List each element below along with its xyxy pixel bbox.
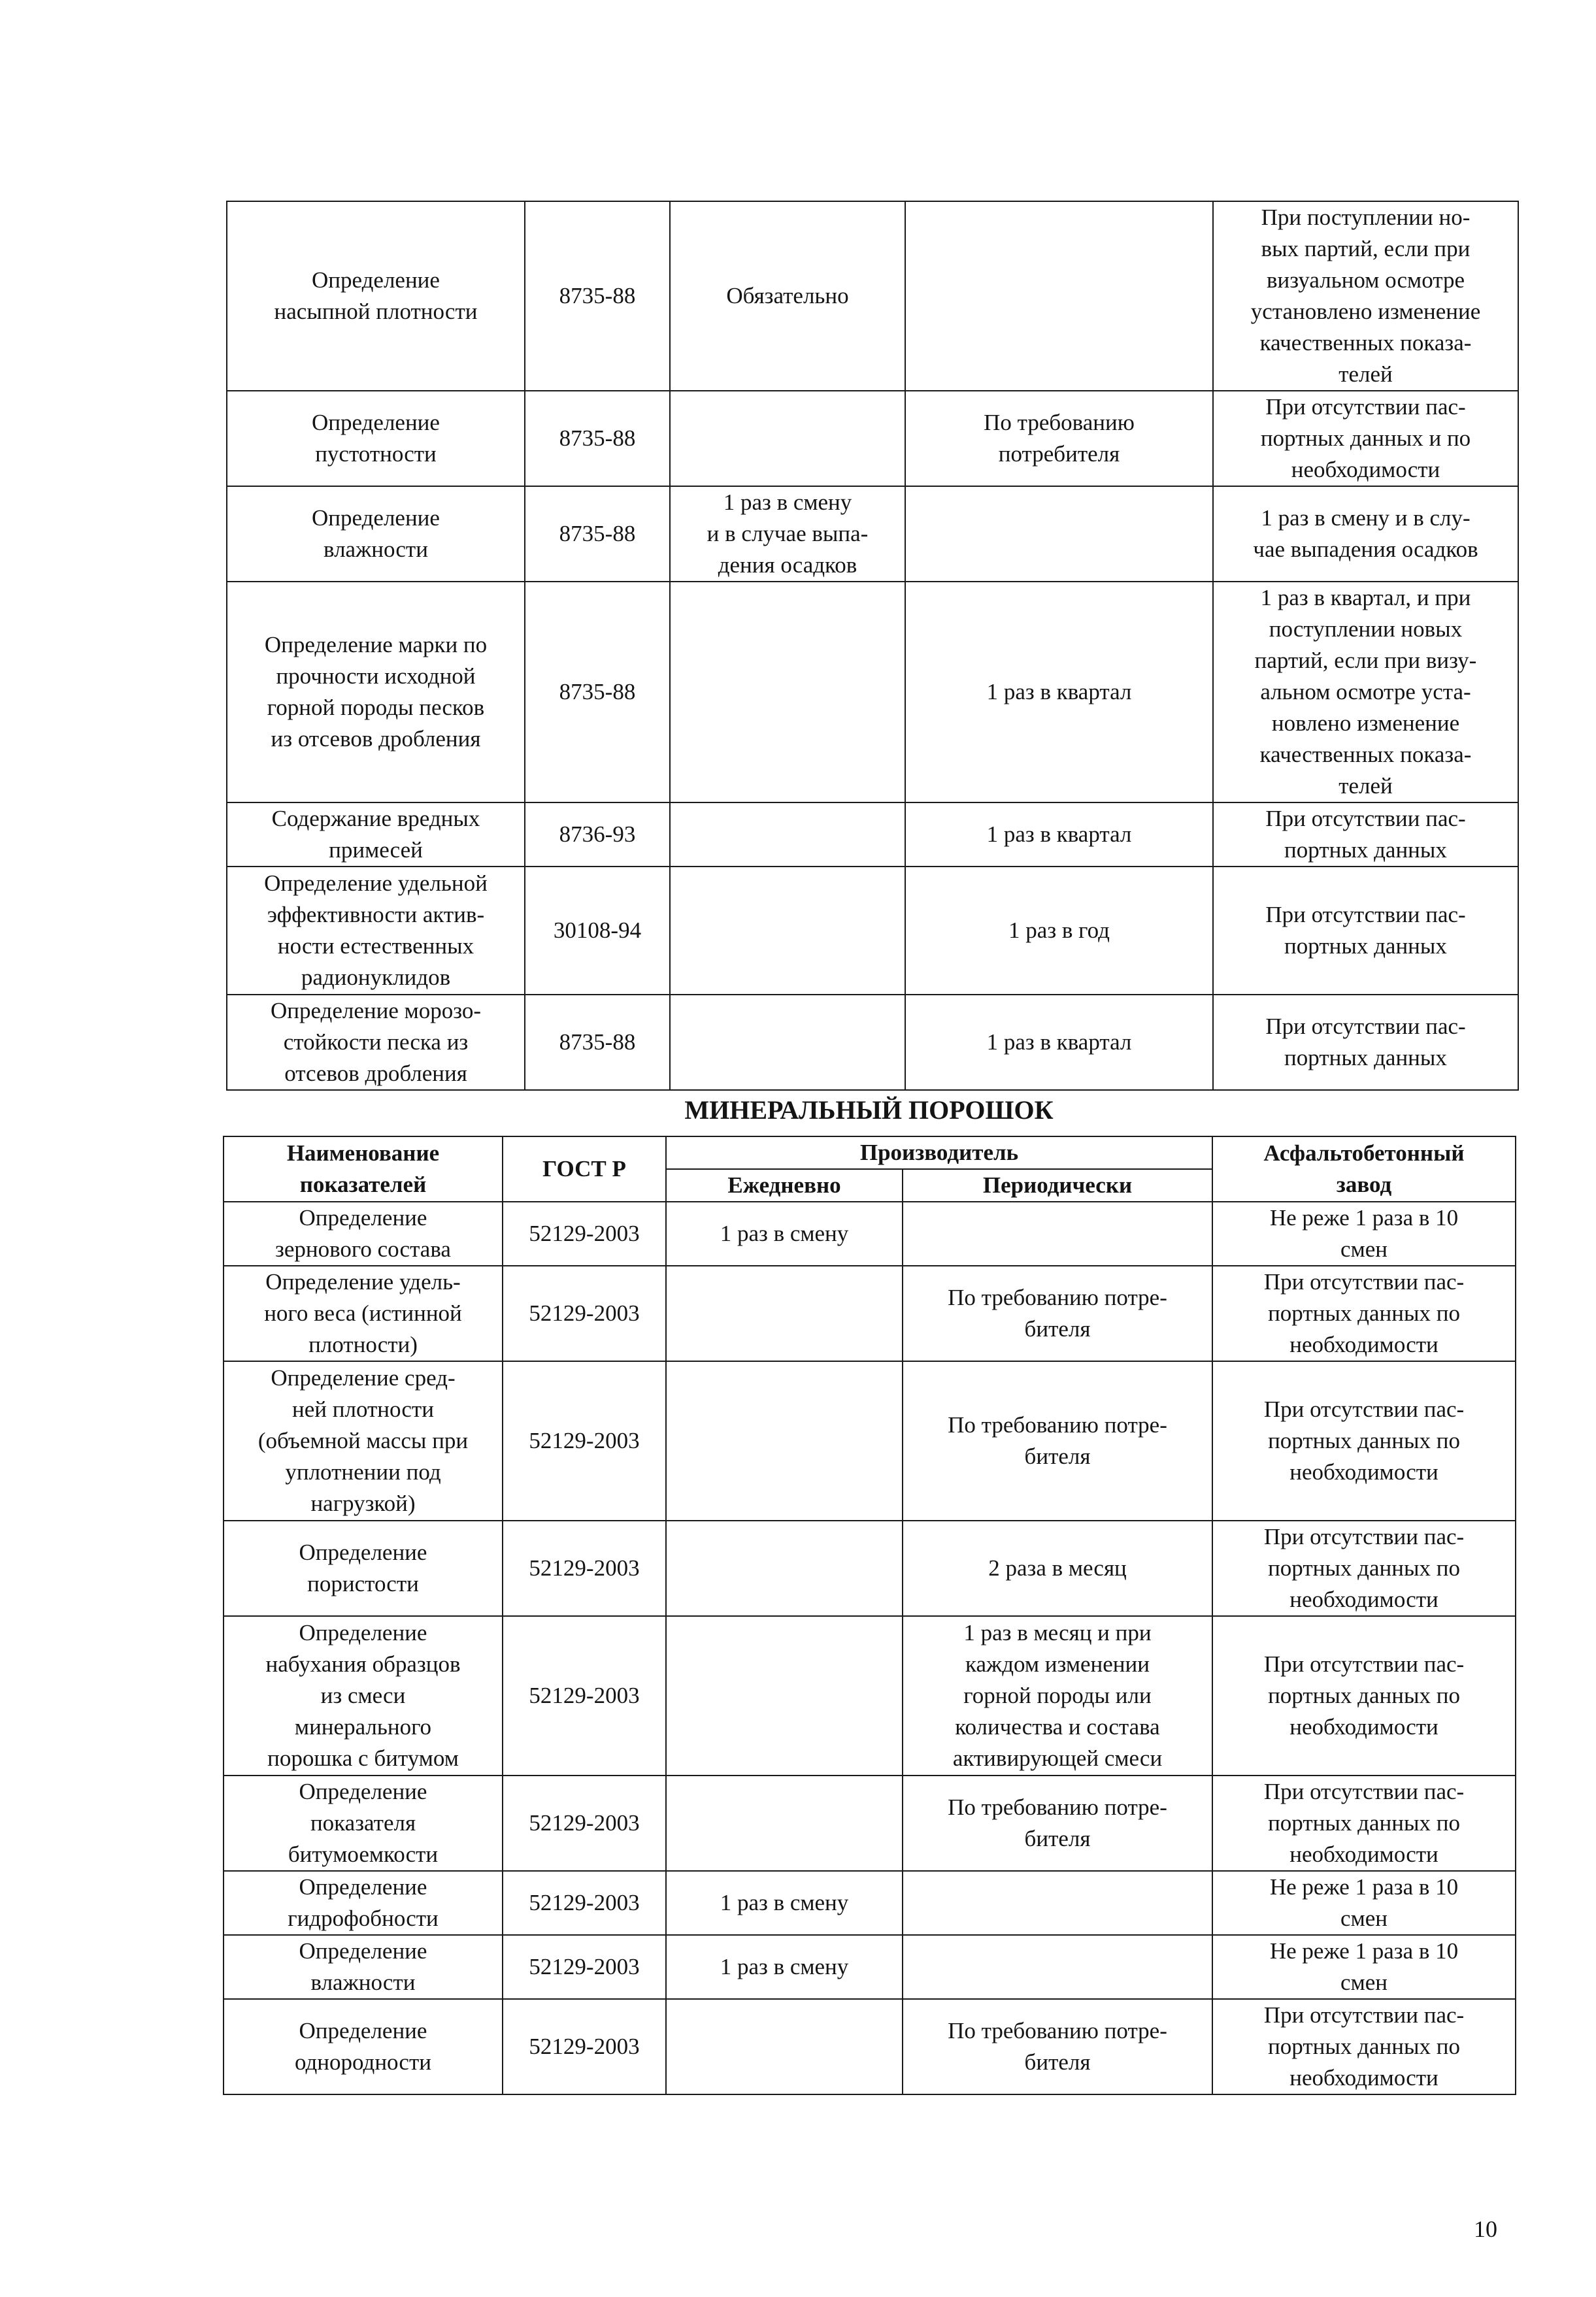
- daily-frequency: [670, 391, 905, 486]
- plant-frequency: Не реже 1 раза в 10 смен: [1212, 1202, 1516, 1266]
- gost-number: 52129-2003: [503, 1871, 666, 1935]
- plant-frequency: При отсутствии пас- портных данных: [1213, 995, 1518, 1090]
- indicator-name: Определение показателя битумоемкости: [224, 1776, 503, 1871]
- periodic-frequency: [903, 1202, 1212, 1266]
- indicator-name: Определение насыпной плотности: [227, 201, 525, 391]
- gost-number: 8735-88: [525, 391, 670, 486]
- periodic-frequency: 1 раз в квартал: [905, 582, 1213, 802]
- gost-number: 8735-88: [525, 995, 670, 1090]
- daily-frequency: [666, 1361, 903, 1521]
- gost-number: 8736-93: [525, 802, 670, 867]
- column-header-periodic: Периодически: [903, 1169, 1212, 1202]
- plant-frequency: При отсутствии пас- портных данных: [1213, 802, 1518, 867]
- gost-number: 52129-2003: [503, 1202, 666, 1266]
- table-row: [224, 1521, 1516, 1616]
- gost-number: 52129-2003: [503, 1266, 666, 1361]
- periodic-frequency: По требованию потре- бителя: [903, 1361, 1212, 1521]
- daily-frequency: Обязательно: [670, 201, 905, 391]
- table-row: [227, 391, 1518, 486]
- column-header-producer: Производитель: [666, 1136, 1212, 1169]
- plant-frequency: При отсутствии пас- портных данных по необходимости: [1212, 1361, 1516, 1521]
- column-header-daily: Ежедневно: [666, 1169, 903, 1202]
- plant-frequency: Не реже 1 раза в 10 смен: [1212, 1935, 1516, 1999]
- plant-frequency: При отсутствии пас- портных данных по необходимости: [1212, 1999, 1516, 2094]
- daily-frequency: 1 раз в смену: [666, 1202, 903, 1266]
- table-row: [224, 1999, 1516, 2094]
- page-number: 10: [1474, 2216, 1497, 2242]
- periodic-frequency: 1 раз в месяц и при каждом изменении горной породы или количества и состава активирующей смеси: [903, 1616, 1212, 1776]
- plant-frequency: При отсутствии пас- портных данных по необходимости: [1212, 1776, 1516, 1871]
- gost-number: 8735-88: [525, 582, 670, 802]
- periodic-frequency: По требованию потре- бителя: [903, 1776, 1212, 1871]
- plant-frequency: Не реже 1 раза в 10 смен: [1212, 1871, 1516, 1935]
- gost-number: 52129-2003: [503, 1616, 666, 1776]
- table-row: [227, 802, 1518, 867]
- table-row: [227, 995, 1518, 1090]
- indicator-name: Определение удель- ного веса (истинной плотности): [224, 1266, 503, 1361]
- mineral-powder-table: [223, 1136, 1516, 2095]
- indicator-name: Определение морозо- стойкости песка из отсевов дробления: [227, 995, 525, 1090]
- daily-frequency: [666, 1776, 903, 1871]
- aggregate-table: [226, 201, 1519, 1091]
- table-row: [227, 582, 1518, 802]
- periodic-frequency: 2 раза в месяц: [903, 1521, 1212, 1616]
- indicator-name: Определение сред- ней плотности (объемной массы при уплотнении под нагрузкой): [224, 1361, 503, 1521]
- indicator-name: Определение влажности: [224, 1935, 503, 1999]
- indicator-name: Определение однородности: [224, 1999, 503, 2094]
- section-title: МИНЕРАЛЬНЫЙ ПОРОШОК: [684, 1095, 1054, 1125]
- plant-frequency: 1 раз в смену и в слу- чае выпадения осадков: [1213, 486, 1518, 582]
- indicator-name: Определение зернового состава: [224, 1202, 503, 1266]
- daily-frequency: [666, 1266, 903, 1361]
- gost-number: 30108-94: [525, 867, 670, 995]
- periodic-frequency: 1 раз в год: [905, 867, 1213, 995]
- periodic-frequency: [905, 486, 1213, 582]
- table-row: [224, 1776, 1516, 1871]
- periodic-frequency: По требованию потре- бителя: [903, 1266, 1212, 1361]
- table-row: [227, 486, 1518, 582]
- gost-number: 8735-88: [525, 201, 670, 391]
- gost-number: 52129-2003: [503, 1361, 666, 1521]
- gost-number: 52129-2003: [503, 1776, 666, 1871]
- periodic-frequency: 1 раз в квартал: [905, 995, 1213, 1090]
- plant-frequency: При отсутствии пас- портных данных по необходимости: [1212, 1616, 1516, 1776]
- plant-frequency: При отсутствии пас- портных данных по необходимости: [1212, 1266, 1516, 1361]
- table-row: [227, 867, 1518, 995]
- indicator-name: Определение марки по прочности исходной горной породы песков из отсевов дробления: [227, 582, 525, 802]
- daily-frequency: [670, 802, 905, 867]
- plant-frequency: 1 раз в квартал, и при поступлении новых партий, если при визу- альном осмотре уста- новлено изменение качественных показа- телей: [1213, 582, 1518, 802]
- daily-frequency: [666, 1616, 903, 1776]
- periodic-frequency: [903, 1935, 1212, 1999]
- table-row: [224, 1361, 1516, 1521]
- gost-number: 52129-2003: [503, 1521, 666, 1616]
- gost-number: 8735-88: [525, 486, 670, 582]
- periodic-frequency: 1 раз в квартал: [905, 802, 1213, 867]
- table-row: [224, 1616, 1516, 1776]
- table-row: [224, 1202, 1516, 1266]
- periodic-frequency: [905, 201, 1213, 391]
- table-row: [224, 1935, 1516, 1999]
- daily-frequency: 1 раз в смену: [666, 1871, 903, 1935]
- indicator-name: Определение набухания образцов из смеси минерального порошка с битумом: [224, 1616, 503, 1776]
- plant-frequency: При отсутствии пас- портных данных и по необходимости: [1213, 391, 1518, 486]
- periodic-frequency: По требованию потребителя: [905, 391, 1213, 486]
- indicator-name: Определение удельной эффективности актив- ности естественных радионуклидов: [227, 867, 525, 995]
- column-header-gost: ГОСТ Р: [503, 1136, 666, 1202]
- gost-number: 52129-2003: [503, 1999, 666, 2094]
- gost-number: 52129-2003: [503, 1935, 666, 1999]
- periodic-frequency: [903, 1871, 1212, 1935]
- daily-frequency: [670, 867, 905, 995]
- daily-frequency: [666, 1999, 903, 2094]
- daily-frequency: 1 раз в смену и в случае выпа- дения осадков: [670, 486, 905, 582]
- daily-frequency: [670, 582, 905, 802]
- indicator-name: Определение пористости: [224, 1521, 503, 1616]
- plant-frequency: При отсутствии пас- портных данных по необходимости: [1212, 1521, 1516, 1616]
- column-header-plant: Асфальтобетонный завод: [1212, 1136, 1516, 1202]
- column-header-name: Наименование показателей: [224, 1136, 503, 1202]
- daily-frequency: [666, 1521, 903, 1616]
- table-row: [224, 1871, 1516, 1935]
- daily-frequency: [670, 995, 905, 1090]
- plant-frequency: При отсутствии пас- портных данных: [1213, 867, 1518, 995]
- indicator-name: Определение влажности: [227, 486, 525, 582]
- indicator-name: Определение гидрофобности: [224, 1871, 503, 1935]
- header-row: [224, 1136, 1516, 1169]
- table-row: [224, 1266, 1516, 1361]
- indicator-name: Определение пустотности: [227, 391, 525, 486]
- indicator-name: Содержание вредных примесей: [227, 802, 525, 867]
- table-row: [227, 201, 1518, 391]
- plant-frequency: При поступлении но- вых партий, если при визуальном осмотре установлено изменение качественных показа- телей: [1213, 201, 1518, 391]
- daily-frequency: 1 раз в смену: [666, 1935, 903, 1999]
- periodic-frequency: По требованию потре- бителя: [903, 1999, 1212, 2094]
